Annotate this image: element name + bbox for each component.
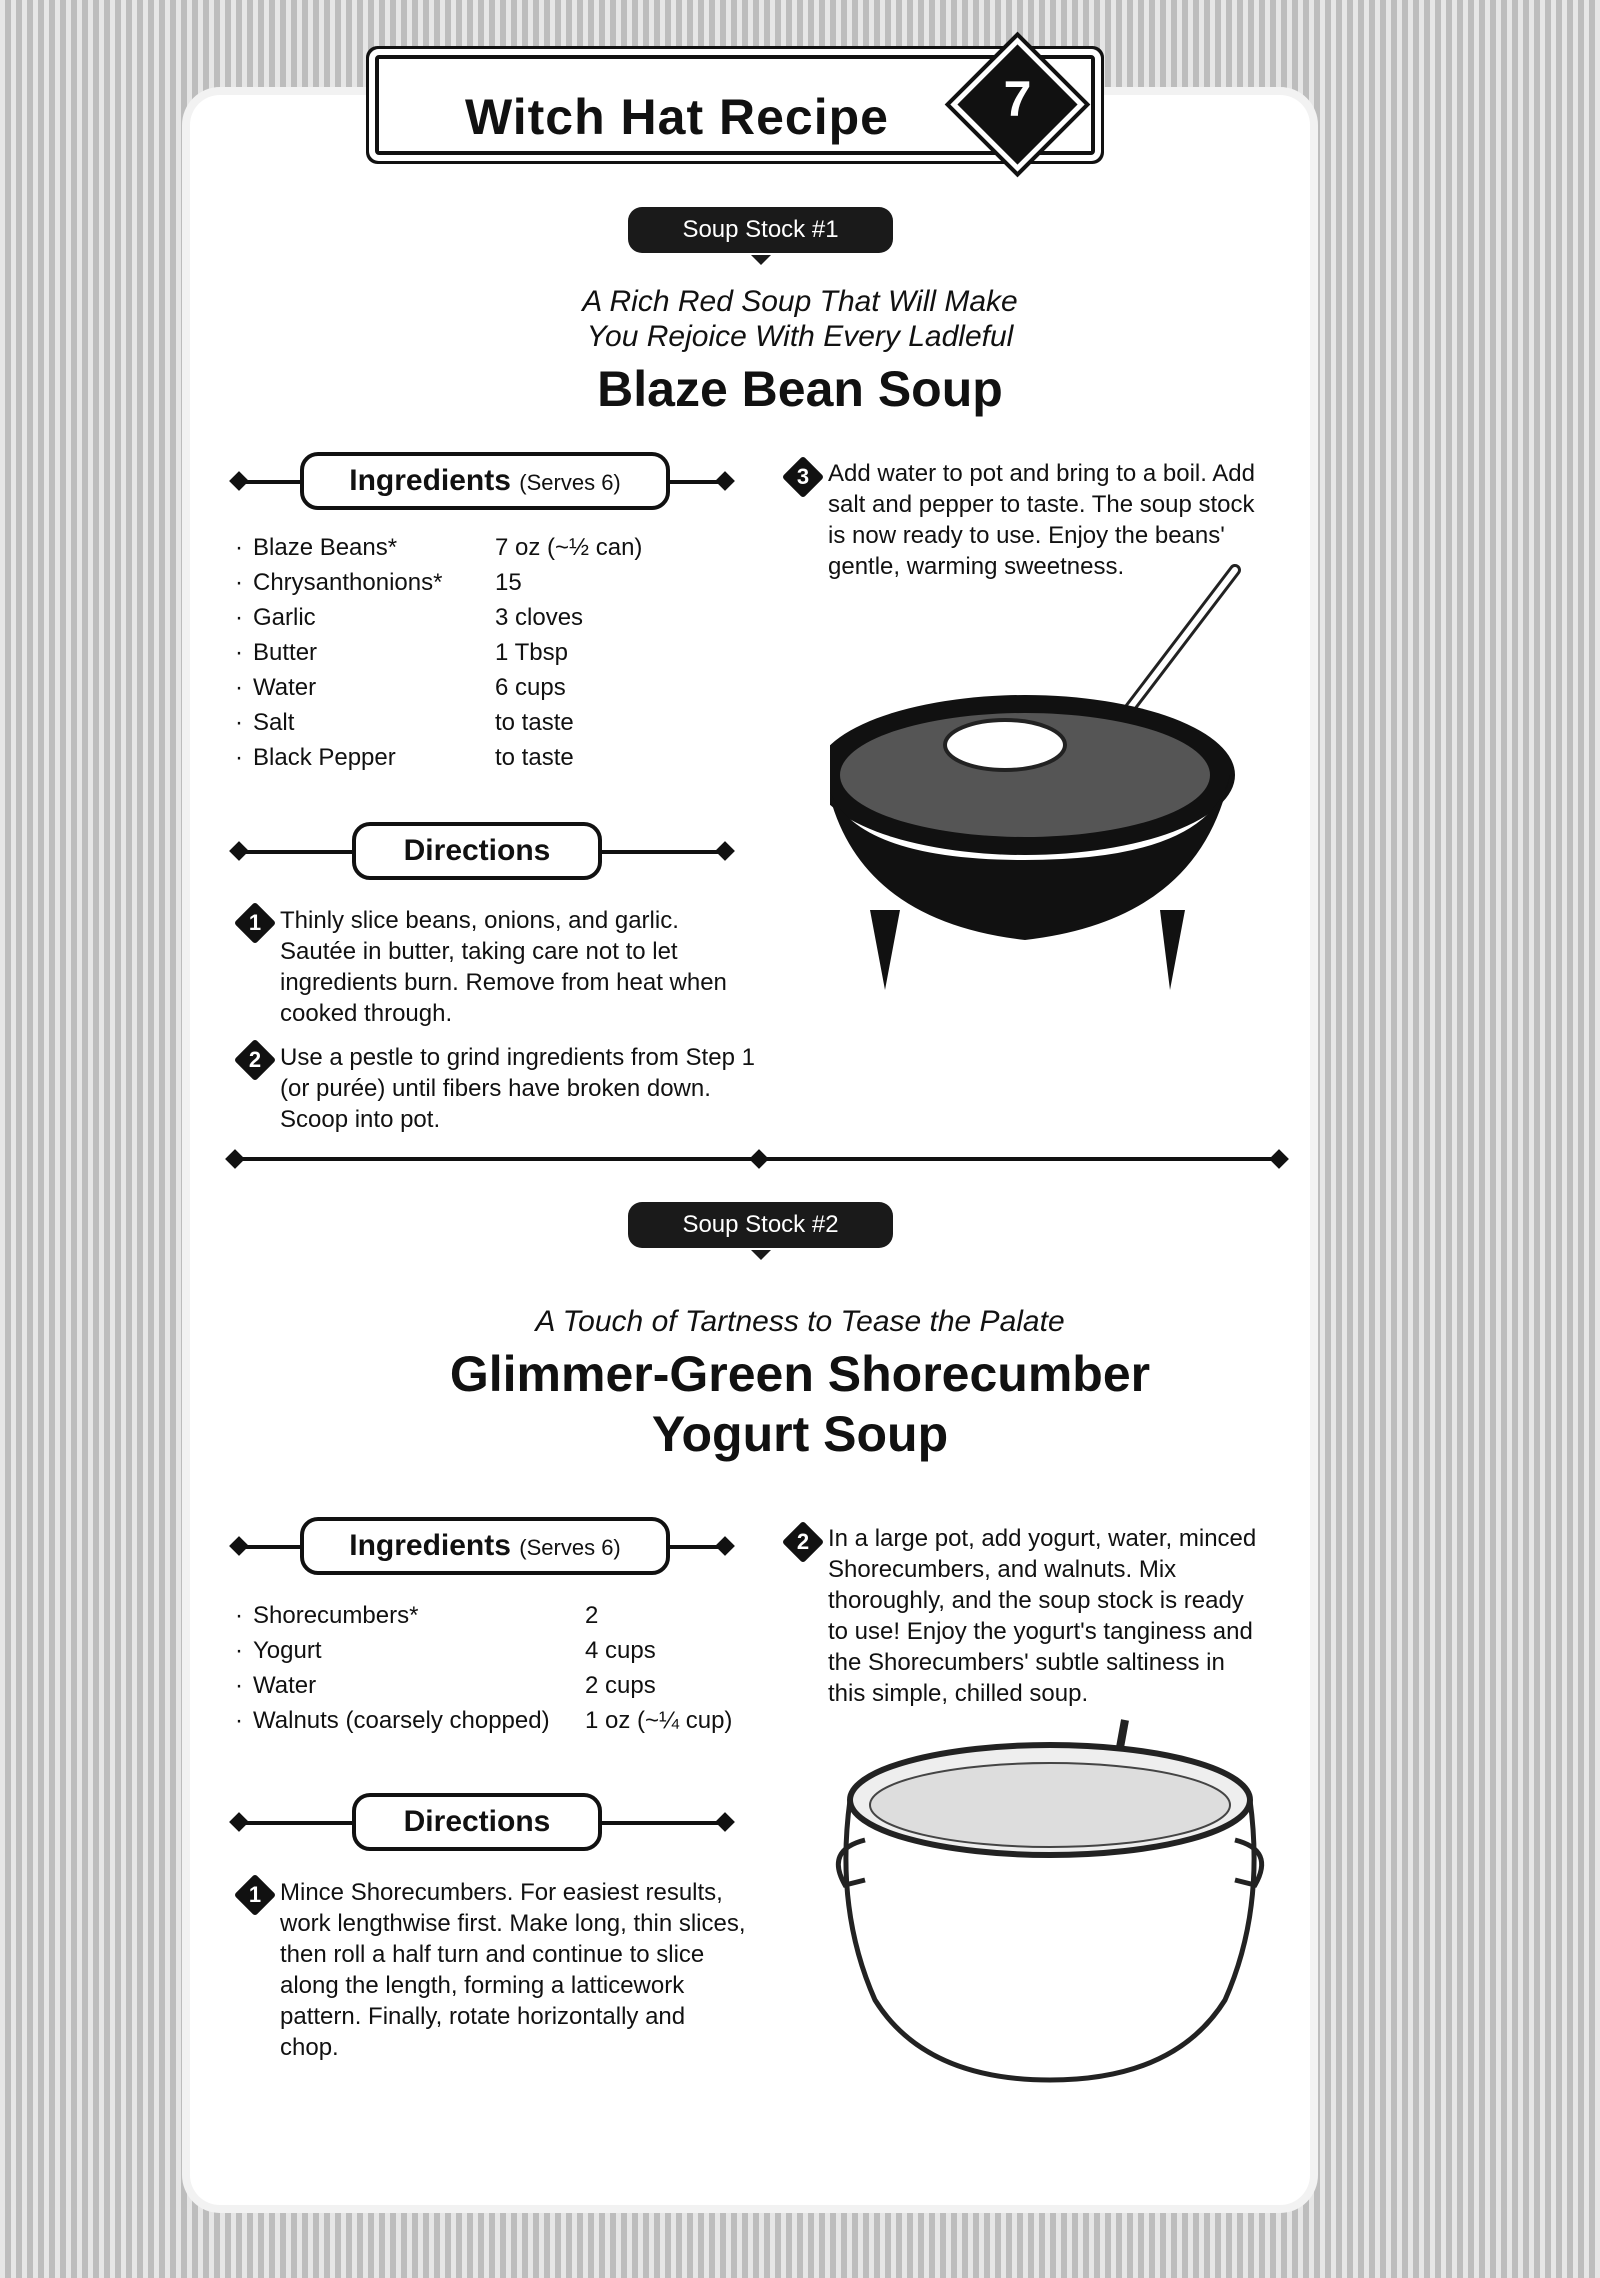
ingredients-header-2 [232,1517,732,1575]
recipe-2-title-line-2: Yogurt Soup [651,1406,949,1462]
recipe-1-tagline-2: You Rejoice With Every Ladleful [586,320,1014,353]
step-text: In a large pot, add yogurt, water, minced Shorecumbers, and walnuts. Mix thoroughly, and the soup stock is ready to use! Enjoy the yogurt's tanginess and the Shorecumbers' subtle saltiness in this simple, chilled soup. [828,1525,1257,1707]
soup-stock-2-label: Soup Stock #2 [628,1202,893,1248]
ingredient-row [235,705,642,740]
ingredient-name: · Water [235,670,495,705]
ingredient-qty: to taste [495,709,574,736]
serves-label: (Serves 6) [519,470,621,495]
directions-label: Directions [403,834,551,867]
step-text: Add water to pot and bring to a boil. Add salt and pepper to taste. The soup stock is now ready to use. Enjoy the beans' gentle, warming sweetness. [828,460,1255,580]
ingredient-qty: 7 oz (~½ can) [495,534,643,561]
ingredient-row [235,530,642,565]
soup-stock-1-label: Soup Stock #1 [628,207,893,253]
ingredient-name: · Shorecumbers* [235,1598,585,1633]
ingredient-row [235,635,642,670]
chapter-number: 7 [1003,71,1032,127]
step-text: Mince Shorecumbers. For easiest results, work lengthwise first. Make long, thin slices, then roll a half turn and continue to slice along the length, forming a latticework pattern. Finally, rotate horizontally and chop. [280,1879,746,2061]
cauldron-illustration [830,560,1270,1020]
ingredients-label: Ingredients [349,1529,511,1562]
recipe-1-tagline-1: A Rich Red Soup That Will Make [582,285,1018,318]
ingredient-name: · Blaze Beans* [235,530,495,565]
pot-illustration [835,1710,1275,2090]
ingredient-qty: 15 [495,569,522,596]
recipe-1-title: Blaze Bean Soup [597,361,1003,417]
step-number-badge: 2 [782,1521,824,1563]
ingredient-row [235,565,642,600]
step-number-badge: 3 [782,456,824,498]
step-text: Thinly slice beans, onions, and garlic. Sautée in butter, taking care not to let ingredients burn. Remove from heat when cooked through. [280,907,727,1027]
ingredient-row [235,670,642,705]
ingredient-qty: 4 cups [585,1637,656,1664]
ingredient-name: · Water [235,1668,585,1703]
ingredient-name: · Butter [235,635,495,670]
ingredient-row [235,1668,732,1703]
directions-header-2 [232,1793,732,1851]
step-number-badge: 2 [234,1039,276,1081]
ingredient-qty: 1 oz (~¼ cup) [585,1707,733,1734]
ingredient-qty: to taste [495,744,574,771]
ingredients-header-1 [232,452,732,510]
ingredient-name: · Chrysanthonions* [235,565,495,600]
ingredient-qty: 6 cups [495,674,566,701]
ingredient-qty: 1 Tbsp [495,639,568,666]
step-number-badge: 1 [234,902,276,944]
ingredients-label: Ingredients [349,464,511,497]
ingredient-row [235,1598,732,1633]
ingredient-qty: 2 cups [585,1672,656,1699]
ingredient-name: · Walnuts (coarsely chopped) [235,1703,585,1738]
ingredient-row [235,600,642,635]
ingredient-row [235,740,642,775]
ingredient-name: · Black Pepper [235,740,495,775]
step-number-badge: 1 [234,1874,276,1916]
ingredient-name: · Salt [235,705,495,740]
ingredient-row [235,1633,732,1668]
ingredients-list-2 [235,1598,732,1738]
ingredients-list-1 [235,530,642,775]
ingredient-row [235,1703,732,1738]
directions-header-1 [232,822,732,880]
recipe-2-tagline: A Touch of Tartness to Tease the Palate [535,1305,1065,1338]
ingredient-name: · Yogurt [235,1633,585,1668]
serves-label: (Serves 6) [519,1535,621,1560]
directions-label: Directions [403,1805,551,1838]
step-text: Use a pestle to grind ingredients from Step 1 (or purée) until fibers have broken down. Scoop into pot. [280,1044,755,1133]
ingredient-qty: 2 [585,1602,599,1629]
page-title: Witch Hat Recipe [465,89,889,145]
ingredient-qty: 3 cloves [495,604,584,631]
ingredient-name: · Garlic [235,600,495,635]
recipe-2-title-line-1: Glimmer-Green Shorecumber [449,1346,1151,1402]
